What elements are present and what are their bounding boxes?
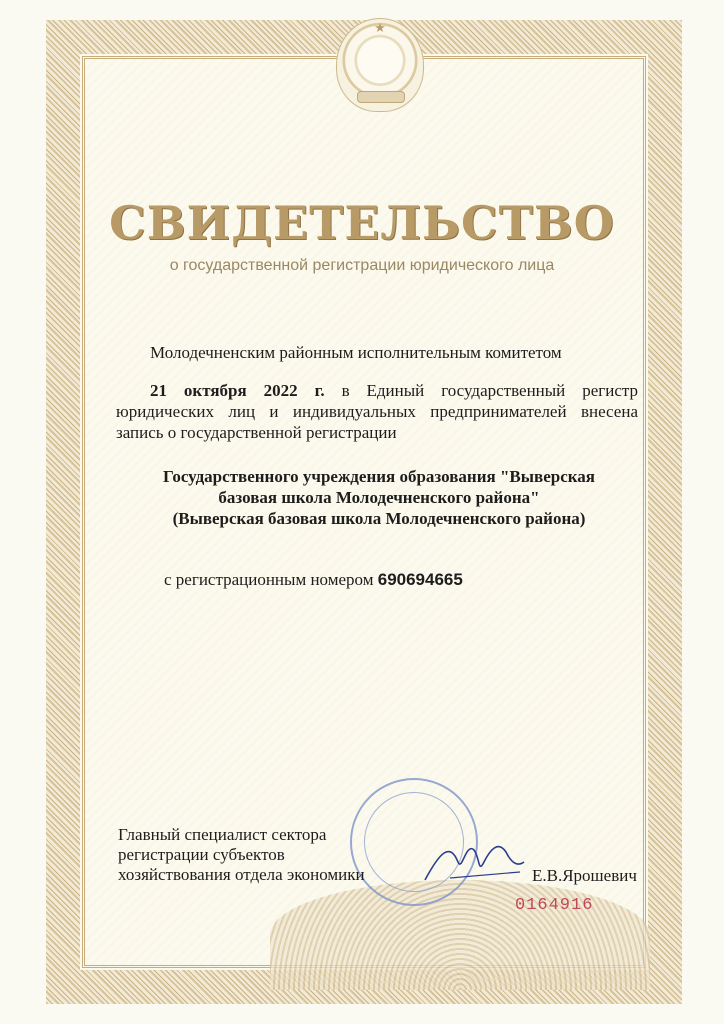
state-emblem-icon	[336, 18, 424, 112]
registration-date: 21 октября 2022 г.	[150, 381, 325, 400]
certificate-title: СВИДЕТЕЛЬСТВО	[109, 196, 615, 250]
organization-name	[118, 466, 640, 529]
signer-name: Е.В.Ярошевич	[532, 866, 637, 885]
emblem-ribbon	[357, 91, 405, 103]
registration-text: в Единый государственный регистр юридических лиц и индивидуальных предпринимателей внесена запись о государственной регистрации	[116, 381, 639, 442]
issuer-text: Молодечненским районным исполнительным комитетом	[150, 343, 562, 362]
reg-number-label: с регистрационным номером	[164, 570, 374, 589]
organization-short-name: (Выверская базовая школа Молодечненского района)	[172, 509, 586, 528]
organization-line: базовая школа Молодечненского района"	[218, 488, 540, 507]
reg-number: 690694665	[377, 570, 463, 589]
certificate-subtitle: о государственной регистрации юридического лица	[169, 257, 555, 274]
signature-icon	[420, 832, 530, 892]
organization-line: Государственного учреждения образования "Выверская	[163, 467, 595, 486]
position-line: хозяйствования отдела экономики	[118, 865, 365, 884]
position-line: регистрации субъектов	[118, 845, 285, 864]
position-line: Главный специалист сектора	[118, 825, 327, 844]
registration-number-line	[164, 570, 463, 590]
registration-paragraph	[116, 380, 638, 443]
serial-number: 0164916	[515, 896, 594, 915]
star-icon: ★	[374, 20, 386, 35]
signer-position	[118, 825, 365, 885]
